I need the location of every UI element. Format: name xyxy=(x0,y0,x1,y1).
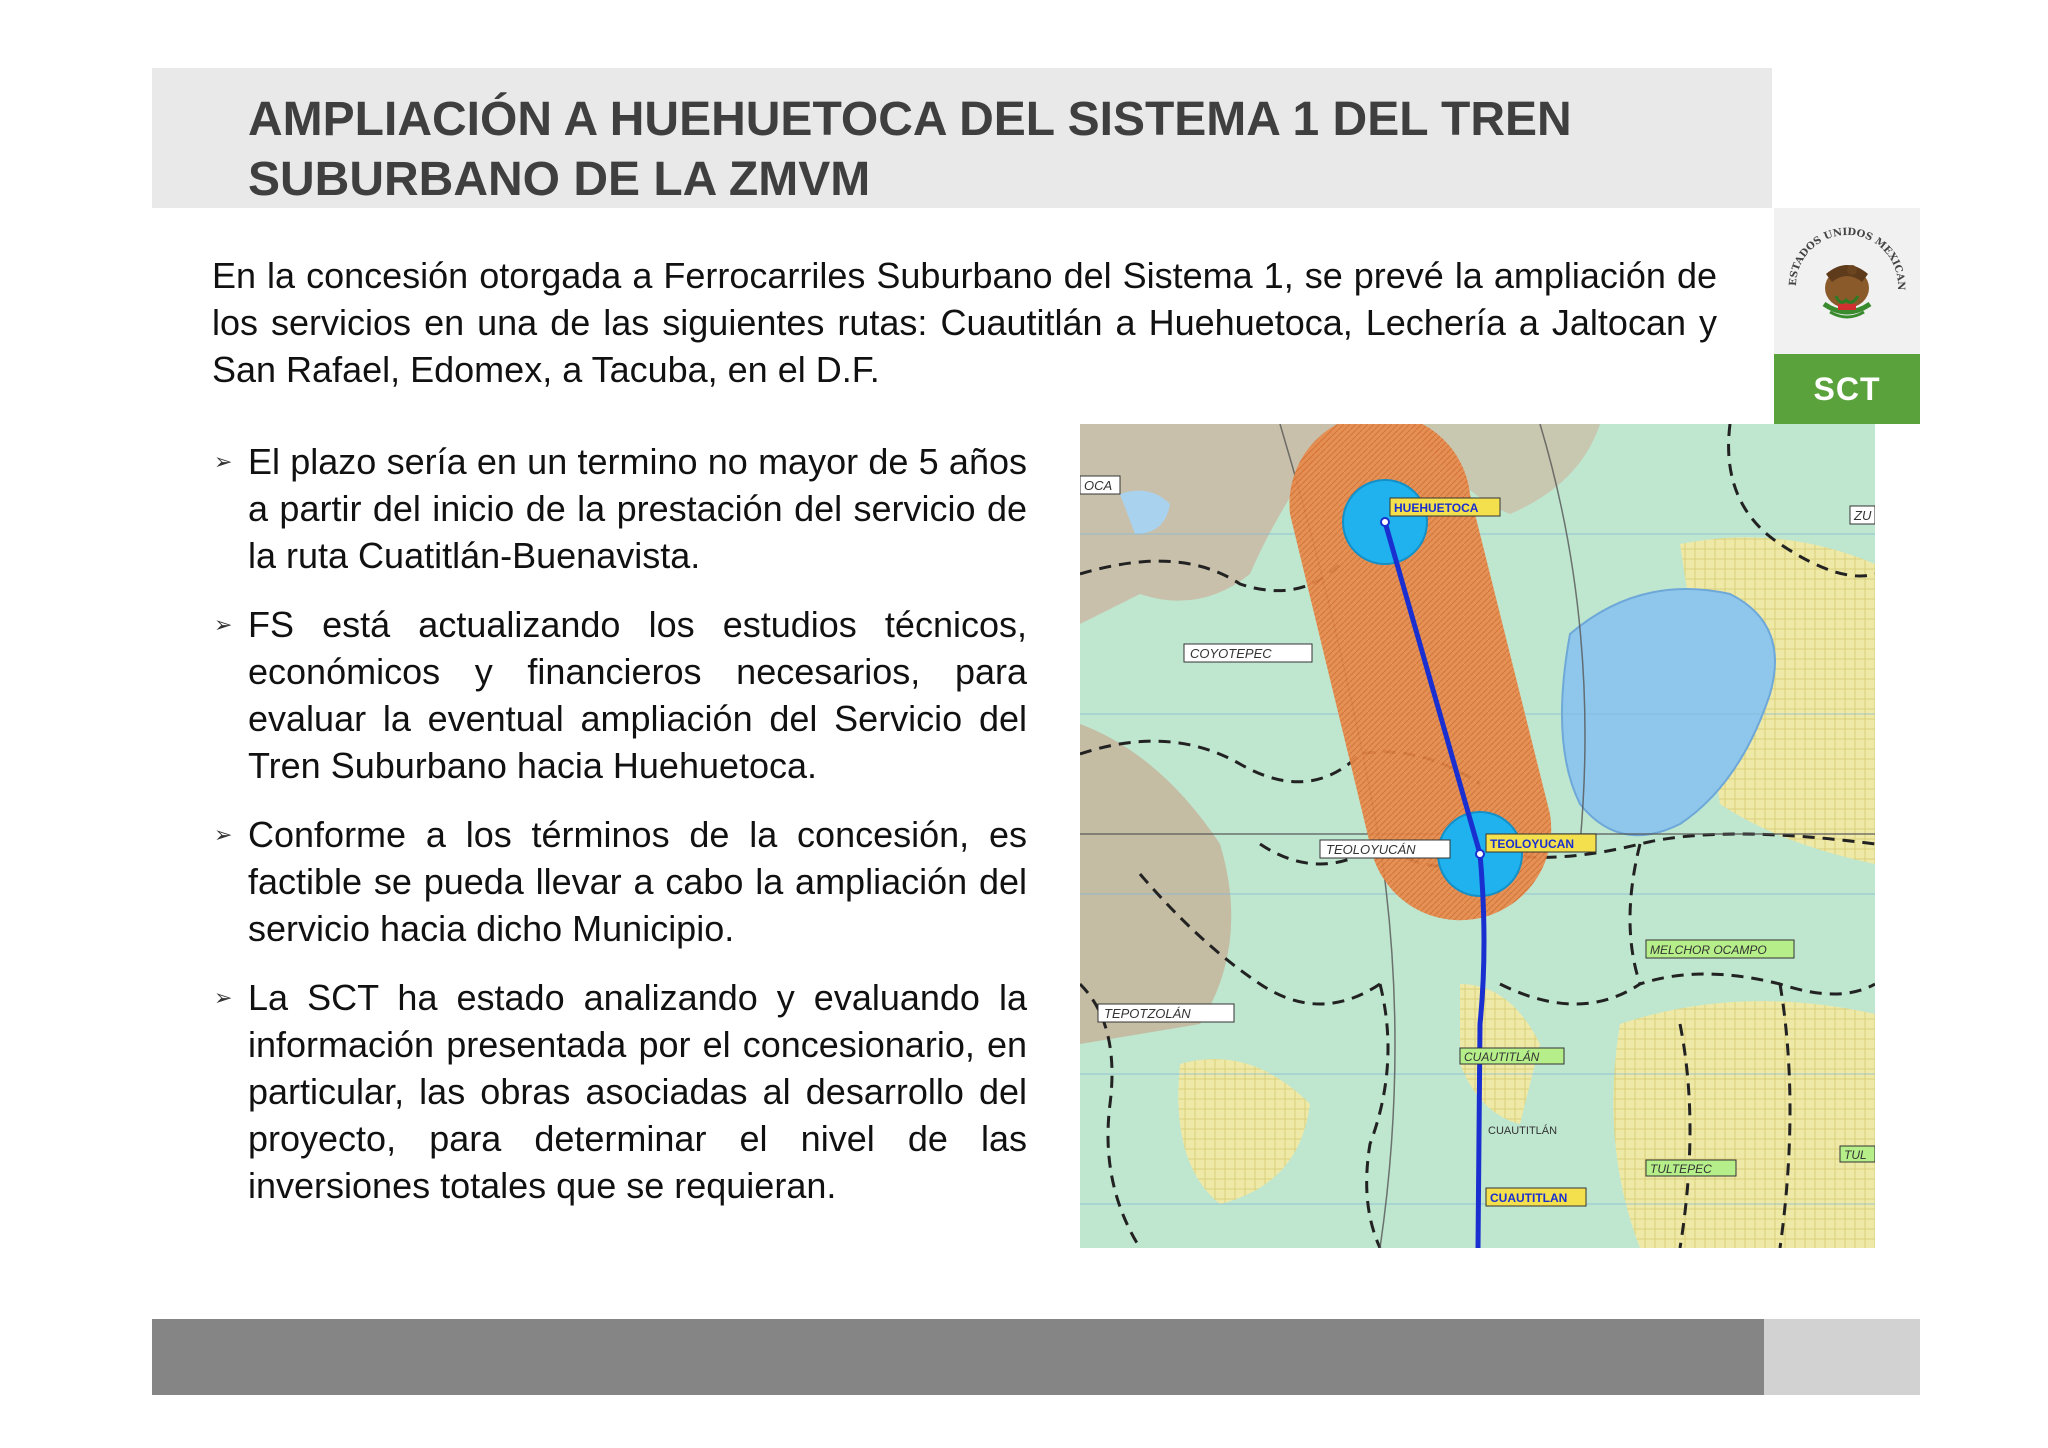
footer-bar xyxy=(152,1319,1764,1395)
bullet-item-1 xyxy=(212,438,1027,579)
map-label-coyotepec: COYOTEPEC xyxy=(1190,646,1272,661)
footer-bar-end xyxy=(1764,1319,1920,1395)
map-label-cuautitlan-small: CUAUTITLÁN xyxy=(1488,1125,1558,1137)
arrow-bullet-icon: ➢ xyxy=(214,822,233,847)
map-label-oca: OCA xyxy=(1084,478,1113,493)
map-label-teoloyucan-station: TEOLOYUCAN xyxy=(1490,837,1574,851)
bullet-text-1: El plazo sería en un termino no mayor de 5 años a partir del inicio de la prestación del servicio de la ruta Cuatitlán-Buenavista. xyxy=(248,441,1027,576)
intro-paragraph: En la concesión otorgada a Ferrocarriles Suburbano del Sistema 1, se prevé la ampliación de los servicios en una de las siguientes rutas: Cuautitlán a Huehuetoca, Lechería a Jaltocan y San Rafael, Edomex, a Tacuba, en el D.F. xyxy=(212,255,1717,390)
map-label-cuautitlan: CUAUTITLÁN xyxy=(1464,1050,1540,1064)
sct-logo: SCT xyxy=(1774,354,1920,424)
bullet-text-2: FS está actualizando los estudios técnicos, económicos y financieros necesarios, para evaluar la eventual ampliación del Servicio del Tren Suburbano hacia Huehuetoca. xyxy=(248,604,1027,786)
map-label-teoloyucan: TEOLOYUCÁN xyxy=(1326,842,1416,857)
map-label-melchor-ocampo: MELCHOR OCAMPO xyxy=(1650,943,1767,957)
title-line-1: AMPLIACIÓN A HUEHUETOCA DEL SISTEMA 1 DEL TREN xyxy=(248,93,1572,146)
map-label-tepotzolan: TEPOTZOLÁN xyxy=(1104,1006,1191,1021)
mexico-seal-logo xyxy=(1774,208,1920,354)
seal-text: ESTADOS UNIDOS MEXICAN xyxy=(1787,226,1907,291)
arrow-bullet-icon: ➢ xyxy=(214,985,233,1010)
map-label-tultepec: TULTEPEC xyxy=(1650,1162,1712,1176)
slide-title xyxy=(248,90,1748,210)
map-label-tul: TUL xyxy=(1844,1148,1867,1162)
map-label-zu: ZU xyxy=(1854,508,1872,523)
map-label-huehuetoca: HUEHUETOCA xyxy=(1394,501,1479,515)
arrow-bullet-icon: ➢ xyxy=(214,449,233,474)
urban-area xyxy=(1613,1001,1875,1248)
route-node-icon xyxy=(1476,850,1484,858)
eagle-seal-icon xyxy=(1774,208,1920,354)
bullet-text-4: La SCT ha estado analizando y evaluando la información presentada por el concesionario, en particular, las obras asociadas al desarrollo del proyecto, para determinar el nivel de las inversiones totales que se requieran. xyxy=(248,977,1027,1206)
bullet-text-3: Conforme a los términos de la concesión, es factible se pueda llevar a cabo la ampliación del servicio hacia dicho Municipio. xyxy=(248,814,1027,949)
route-node-icon xyxy=(1381,518,1389,526)
bullet-list xyxy=(212,438,1027,1231)
route-map xyxy=(1080,424,1875,1248)
map-label-cuautitlan-station: CUAUTITLAN xyxy=(1490,1191,1568,1205)
title-line-2: SUBURBANO DE LA ZMVM xyxy=(248,153,871,206)
bullet-item-2 xyxy=(212,601,1027,789)
arrow-bullet-icon: ➢ xyxy=(214,612,233,637)
bullet-item-3 xyxy=(212,811,1027,952)
route-map-svg xyxy=(1080,424,1875,1248)
bullet-item-4 xyxy=(212,974,1027,1209)
